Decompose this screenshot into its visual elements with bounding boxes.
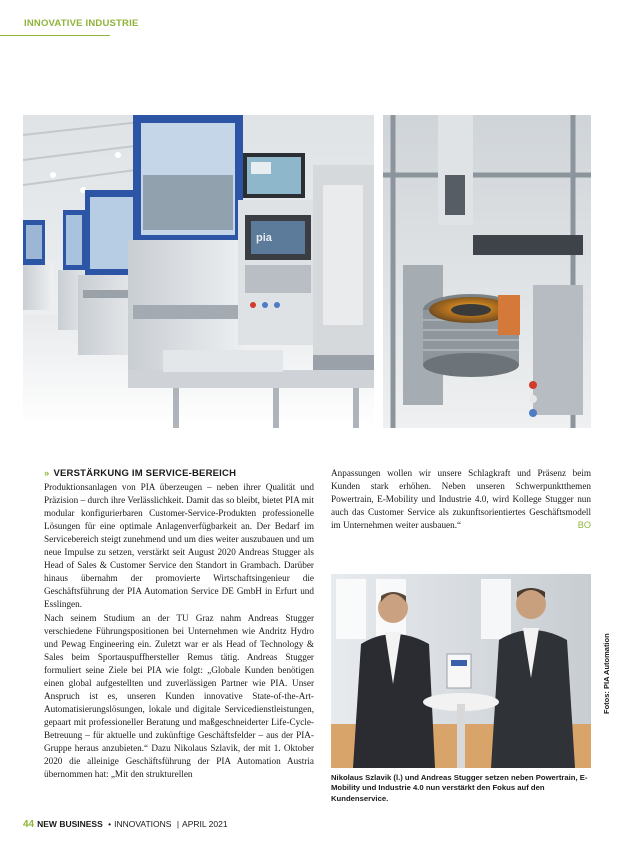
section-rule <box>0 35 110 36</box>
assembly-line-photo <box>23 115 374 428</box>
page-number: 44 <box>23 819 35 830</box>
section-tag: INNOVATIVE INDUSTRIE <box>24 18 139 29</box>
magazine-name: NEW BUSINESS <box>37 819 103 829</box>
stator-assembly-photo <box>383 115 591 428</box>
portrait-photo <box>331 574 591 768</box>
article-paragraph-2: Nach seinem Studium an der TU Graz nahm Andreas Stugger verschiedene Führungspositionen bei Unternehmen wie Andritz Hydro und Pewag Engineering ein. Zuletzt war er als Head of Technology & Sales beim Sportauspuffhersteller Remus tätig. Andreas Stugger formuliert seine Ziele bei PIA wie folgt: „Globale Kunden benötigen einen global aufgestellten und zuverlässigen Partner wie PIA. Unser Anspruch ist es, unseren Kunden innovative State-of-the-Art-Automatisierungslösungen, lokale und digitale Servicedienstleistungen, gepaart mit professioneller Beratung und maßgeschneiderter Life-Cycle-Betreuung – für aktuelle und zukünftige Geschäftsfelder – aus der PIA-Gruppe heraus anzubieten.“ Dazu Nikolaus Szlavik, der mit 1. Oktober 2020 die alleinige Geschäftsführung der PIA Automation Austria übernommen hat: „Mit den strukturellen <box>44 612 314 780</box>
headline-text: VERSTÄRKUNG IM SERVICE-BEREICH <box>53 468 237 479</box>
footer-bullet: • <box>108 819 112 829</box>
article-paragraph-3 <box>331 467 591 532</box>
article-column-right <box>331 467 591 532</box>
article-column-left <box>44 467 314 781</box>
pia-panel-logo: pia <box>256 232 272 244</box>
footer-separator: | <box>176 819 180 829</box>
headline-mark: » <box>44 468 50 479</box>
article-paragraph-1: Produktionsanlagen von PIA überzeugen – neben ihrer Qualität und Präzision – durch ihre Verlässlichkeit. Damit das so bleibt, bietet PIA mit modular konfigurierbaren Customer-Service-Produkten professionelle Lösungen für eine optimale Anlagenverfügbarkeit an. Der Bedarf im Servicebereich steigt zunehmend und um dies weiter auszubauen und um neue Impulse zu setzen, verstärkt seit August 2020 Andreas Stugger als Head of Sales & Customer Service den Standort in Grambach. Darüber hinaus übernahm der promovierte Wirtschaftsingenieur die Geschäftsführung der PIA Automation Service DE GmbH in Erfurt und Esslingen. <box>44 482 314 610</box>
author-initials: BO <box>577 520 591 531</box>
article-headline <box>44 467 314 480</box>
photo-caption: Nikolaus Szlavik (l.) und Andreas Stugger setzen neben Powertrain, E-Mobility und Industrie 4.0 nun verstärkt den Fokus auf den Kundenservice. <box>331 773 588 803</box>
photo-credit: Fotos: PIA Automation <box>602 633 611 714</box>
footer-section: INNOVATIONS <box>114 819 172 829</box>
page-footer <box>23 819 228 830</box>
article-paragraph-3-text: Anpassungen wollen wir unsere Schlagkraft und Präsenz beim Kunden stark erhöhen. Neben unseren Schwerpunktthemen Powertrain, E-Mobility und Industrie 4.0, wird Kollege Stugger nun auch das Customer Service als zukunftsorientiertes Geschäftsmodell im Unternehmen weiter ausbauen.“ <box>331 468 591 531</box>
footer-issue: APRIL 2021 <box>182 819 228 829</box>
